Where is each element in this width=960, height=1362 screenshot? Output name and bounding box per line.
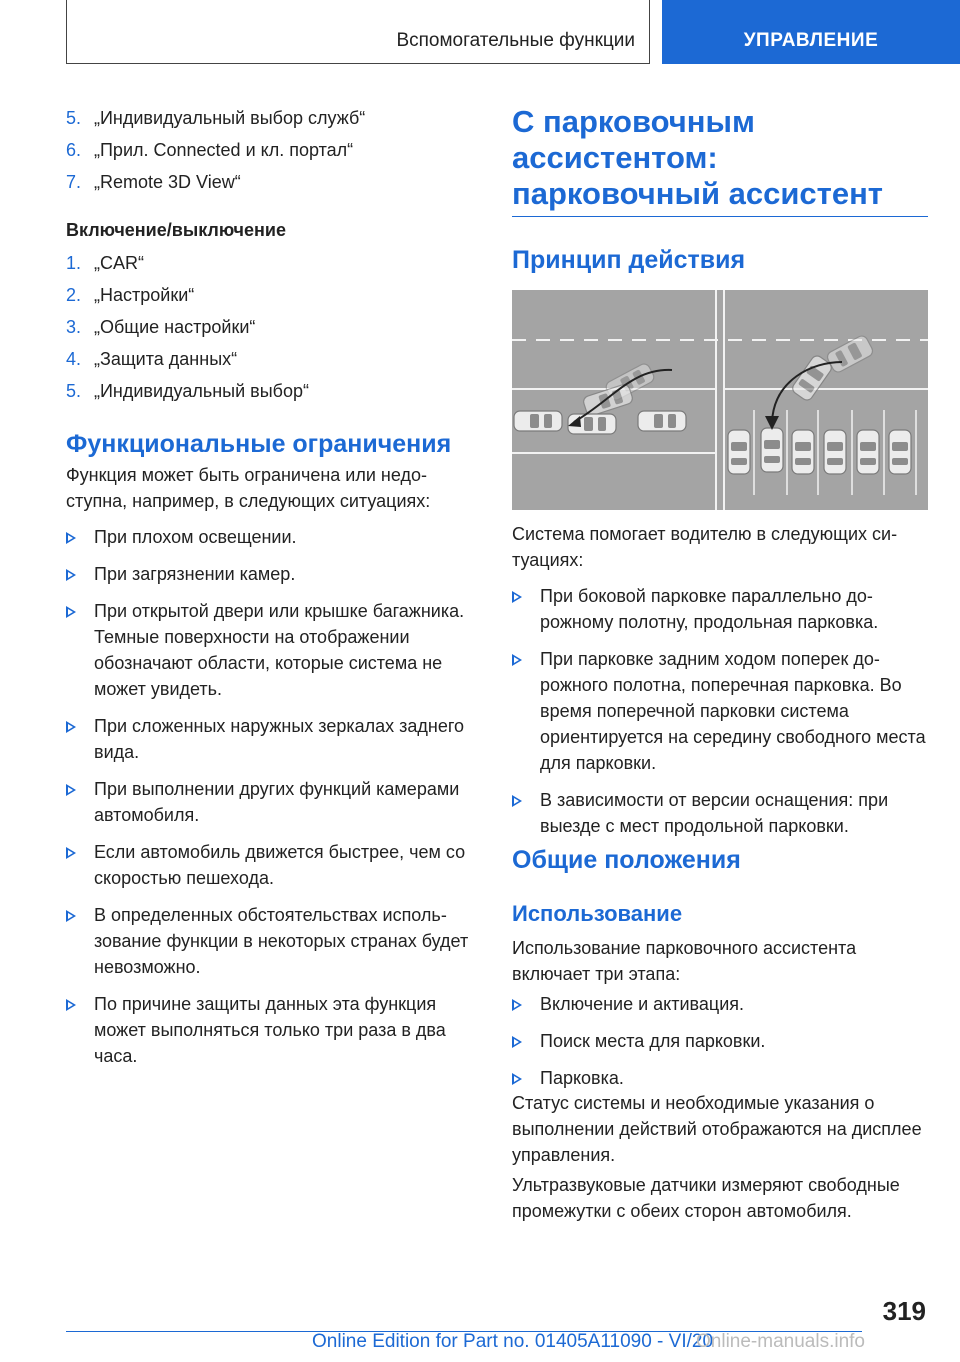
list-text: При выполнении других функций камерами автомобиля. — [94, 779, 460, 825]
bullet-triangle-icon — [512, 654, 522, 666]
list-text: „Индивидуальный выбор служб“ — [94, 108, 366, 128]
road-surface — [512, 290, 928, 510]
bullet-triangle-icon — [66, 569, 76, 581]
footer-watermark: Online-manuals.info — [696, 1331, 865, 1352]
list-item — [66, 991, 482, 1069]
list-item — [512, 1065, 928, 1091]
list-text: „Общие настройки“ — [94, 317, 256, 337]
list-item — [512, 991, 928, 1017]
list-text: При открытой двери или крышке багажника. Темные поверхности на отображении обозначают области, которые система не может увидеть. — [94, 601, 465, 699]
bullet-triangle-icon — [66, 721, 76, 733]
limits-list — [66, 524, 482, 1080]
principle-heading: Принцип действия — [512, 246, 746, 274]
list-number: 4. — [66, 349, 82, 369]
list-item — [512, 1028, 928, 1054]
list-item — [66, 166, 482, 198]
bullet-triangle-icon — [66, 999, 76, 1011]
list-item — [66, 902, 482, 980]
bullet-triangle-icon — [512, 795, 522, 807]
list-text: В зависимости от версии оснащения: при выезде с мест продольной парковки. — [540, 790, 889, 836]
parking-illustration — [512, 290, 928, 510]
bullet-triangle-icon — [66, 606, 76, 618]
principle-intro: Система помогает водителю в следующих ситуациях: — [512, 524, 898, 570]
list-text: „Настройки“ — [94, 285, 195, 305]
list-item — [512, 583, 928, 635]
bullet-triangle-icon — [66, 847, 76, 859]
status-text: Статус системы и необходимые указания о выполнении действий отображаются на дисплее управления. — [512, 1093, 922, 1165]
bullet-triangle-icon — [512, 591, 522, 603]
list-item — [66, 134, 482, 166]
list-text: Включение и активация. — [540, 994, 745, 1014]
running-header-section — [66, 0, 650, 64]
header-chapter-title: УПРАВЛЕНИЕ — [743, 30, 879, 51]
list-text: Если автомобиль движется быстрее, чем со скоростью пешехода. — [94, 842, 466, 888]
list-text: Поиск места для парковки. — [540, 1031, 766, 1051]
list-item — [66, 279, 482, 311]
usage-steps-list — [512, 991, 928, 1102]
list-number: 6. — [66, 140, 82, 160]
list-text: „Прил. Connected и кл. портал“ — [94, 140, 354, 160]
list-text: При боковой парковке параллельно дорожному полотну, продольная парковка. — [540, 586, 879, 632]
list-item — [512, 787, 928, 839]
list-item — [66, 776, 482, 828]
list-text: При загрязнении камер. — [94, 564, 296, 584]
onoff-heading: Включение/выключение — [66, 220, 286, 240]
list-number: 1. — [66, 253, 82, 273]
list-item — [66, 524, 482, 550]
bullet-triangle-icon — [66, 910, 76, 922]
list-number: 3. — [66, 317, 82, 337]
numbered-list-continued — [66, 102, 482, 198]
list-item — [66, 375, 482, 407]
list-number: 2. — [66, 285, 82, 305]
list-item — [512, 646, 928, 776]
list-item — [66, 343, 482, 375]
list-number: 5. — [66, 108, 82, 128]
list-text: „Защита данных“ — [94, 349, 238, 369]
sensors-text: Ультразвуковые датчики измеряют свободные промежутки с обеих сторон автомобиля. — [512, 1175, 900, 1221]
list-text: Парковка. — [540, 1068, 624, 1088]
title-divider — [512, 216, 928, 217]
onoff-steps-list — [66, 247, 482, 407]
list-item — [66, 311, 482, 343]
bullet-triangle-icon — [512, 1036, 522, 1048]
usage-heading: Использование — [512, 901, 683, 926]
list-item — [66, 839, 482, 891]
chapter-title: С парковочным ассистентом: парковочный ассистент — [512, 104, 883, 211]
list-number: 5. — [66, 381, 82, 401]
list-item — [66, 713, 482, 765]
list-text: При парковке задним ходом поперек дорожного полотна, поперечная парковка. Во время поперечной парковки система ориентируется на середину свободного места для парковки. — [540, 649, 926, 773]
usage-intro: Использование парковочного ассистента включает три этапа: — [512, 938, 857, 984]
footer-edition: Online Edition for Part no. 01405A11090 - VI/20 — [312, 1331, 714, 1352]
bullet-triangle-icon — [512, 999, 522, 1011]
list-text: „Remote 3D View“ — [94, 172, 241, 192]
header-section-title: Вспомогательные функции — [396, 30, 635, 51]
bullet-triangle-icon — [66, 784, 76, 796]
list-text: При плохом освещении. — [94, 527, 297, 547]
general-heading: Общие положения — [512, 846, 741, 874]
limits-intro: Функция может быть ограничена или недоступна, например, в следующих ситуациях: — [66, 465, 431, 511]
list-text: При сложенных наружных зеркалах заднего вида. — [94, 716, 465, 762]
limits-heading: Функциональные ограничения — [66, 430, 452, 458]
list-number: 7. — [66, 172, 82, 192]
list-text: По причине защиты данных эта функция может выполняться только три раза в два часа. — [94, 994, 446, 1066]
bullet-triangle-icon — [66, 532, 76, 544]
list-text: В определенных обстоятельствах использование функции в некоторых странах будет невозможно. — [94, 905, 469, 977]
list-item — [66, 598, 482, 702]
list-item — [66, 561, 482, 587]
list-text: „CAR“ — [94, 253, 144, 273]
running-header-chapter — [662, 0, 960, 64]
page-number: 319 — [882, 1296, 926, 1326]
list-item — [66, 247, 482, 279]
list-text: „Индивидуальный выбор“ — [94, 381, 309, 401]
principle-list — [512, 583, 928, 850]
bullet-triangle-icon — [512, 1073, 522, 1085]
list-item — [66, 102, 482, 134]
